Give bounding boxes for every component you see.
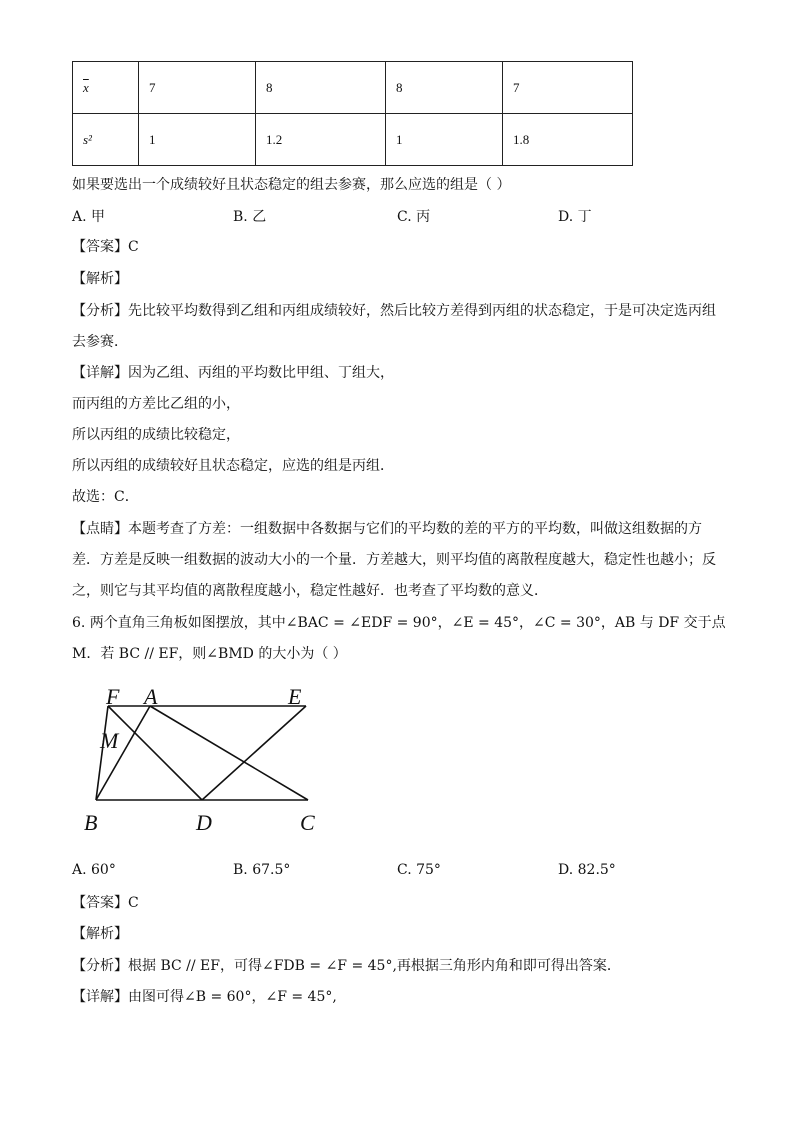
label-c: C xyxy=(300,810,315,835)
label-a: A xyxy=(144,684,158,709)
line-fb xyxy=(96,706,108,800)
q6-analysis-line: 【分析】根据 BC // EF，可得∠FDB = ∠F = 45°,再根据三角形内角和即可得出答案． xyxy=(72,958,621,974)
q6-option-a: A. 60° xyxy=(72,862,116,878)
q6-option-b: B. 67.5° xyxy=(233,862,291,878)
line-ed xyxy=(202,706,306,800)
table-cell: 7 xyxy=(503,62,633,114)
q5-comment-line2: 差．方差是反映一组数据的波动大小的一个量．方差越大，则平均值的离散程度越大，稳定性也越小；反 xyxy=(72,552,716,568)
q5-analysis-line2: 去参赛． xyxy=(72,334,128,350)
q6-option-c: C. 75° xyxy=(397,862,441,878)
q6-question-line1: 6. 两个直角三角板如图摆放，其中∠BAC = ∠EDF = 90°，∠E = 45°，∠C = 30°，AB 与 DF 交于点 xyxy=(72,615,726,631)
q5-detail-line3: 所以丙组的成绩比较稳定， xyxy=(72,427,240,443)
triangle-figure xyxy=(80,680,340,840)
q5-option-d: D. 丁 xyxy=(558,209,592,225)
q5-option-b: B. 乙 xyxy=(233,209,267,225)
q5-detail-line4: 所以丙组的成绩较好且状态稳定，应选的组是丙组． xyxy=(72,458,394,474)
q6-answer: 【答案】C xyxy=(72,895,139,911)
mean-symbol: $\overline{x}$ xyxy=(73,62,139,114)
q5-detail-line1: 【详解】因为乙组、丙组的平均数比甲组、丁组大， xyxy=(72,365,394,381)
q6-option-d: D. 82.5° xyxy=(558,862,616,878)
table-cell: 1.2 xyxy=(256,114,386,166)
q5-analysis-line1: 【分析】先比较平均数得到乙组和丙组成绩较好，然后比较方差得到丙组的状态稳定，于是可决定选丙组 xyxy=(72,303,716,319)
table-cell: 1 xyxy=(139,114,256,166)
stats-table xyxy=(72,61,633,166)
q5-comment-line3: 之，则它与其平均值的离散程度越小，稳定性越好．也考查了平均数的意义． xyxy=(72,583,548,599)
line-ac xyxy=(150,706,308,800)
q5-answer: 【答案】C xyxy=(72,239,139,255)
label-b: B xyxy=(84,810,98,835)
q5-comment-line1: 【点睛】本题考查了方差：一组数据中各数据与它们的平均数的差的平方的平均数，叫做这组数据的方 xyxy=(72,521,702,537)
q6-analysis-title: 【解析】 xyxy=(72,926,128,942)
q5-choice: 故选：C． xyxy=(72,489,139,505)
q5-analysis-title: 【解析】 xyxy=(72,271,128,287)
table-cell: 7 xyxy=(139,62,256,114)
q5-option-c: C. 丙 xyxy=(397,209,431,225)
table-cell: 1 xyxy=(386,114,503,166)
q5-question: 如果要选出一个成绩较好且状态稳定的组去参赛，那么应选的组是（ ） xyxy=(72,177,511,193)
variance-symbol: s² xyxy=(73,114,139,166)
label-e: E xyxy=(288,684,302,709)
label-f: F xyxy=(106,684,120,709)
table-row xyxy=(73,114,633,166)
table-cell: 1.8 xyxy=(503,114,633,166)
q6-detail-line: 【详解】由图可得∠B = 60°，∠F = 45°, xyxy=(72,989,337,1005)
q6-question-line2: M．若 BC // EF，则∠BMD 的大小为（ ） xyxy=(72,646,347,662)
label-m: M xyxy=(100,728,119,753)
table-cell: 8 xyxy=(386,62,503,114)
table-cell: 8 xyxy=(256,62,386,114)
table-row xyxy=(73,62,633,114)
q5-option-a: A. 甲 xyxy=(72,209,106,225)
label-d: D xyxy=(196,810,212,835)
q5-detail-line2: 而丙组的方差比乙组的小， xyxy=(72,396,240,412)
